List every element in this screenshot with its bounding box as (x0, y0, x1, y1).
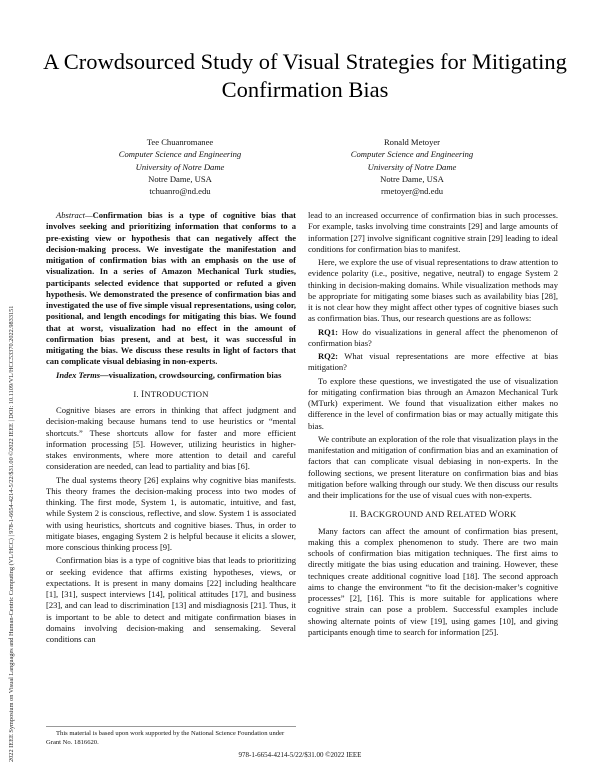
author-email: rmetoyer@nd.edu (380, 186, 444, 197)
research-question-1: RQ1: How do visualizations in general affect the phenomenon of confirmation bias? (308, 326, 559, 348)
author-location: Notre Dame, USA (380, 173, 444, 184)
author-department: Computer Science and Engineering (350, 149, 474, 160)
paragraph: The dual systems theory [26] explains why cognitive bias manifests. This theory frames the decision-making process into two modes of thinking. The first mode, System 1, is automatic, intuitive, and fast, while System 2 is conscious, reflective, and slow. System 1 is associated with using heuristics, shortcuts and cognitive biases. Thus, in order to mitigate biases, engaging System 2 is helpful because it elicits a slower, more conscious thinking process [9]. (46, 474, 296, 552)
abstract-label: Abstract— (56, 210, 93, 220)
funding-footnote: This material is based upon work supported by the National Science Foundation under Grant No. 1816620. (46, 726, 296, 747)
index-terms-label: Index Terms— (56, 369, 109, 380)
section-heading-background: II. BACKGROUND AND RELATED WORK (349, 509, 517, 520)
index-terms (46, 370, 296, 381)
abstract-text: Confirmation bias is a type of cognitive bias that involves seeking and prioritizing information that conforms to a pre-existing view or hypothesis that can negatively affect the decision-making process. We investigate the manifestation and mitigation of confirmation bias with an emphasis on the use of visualization. In a series of Amazon Mechanical Turk studies, participants selected evidence that supported or refuted a given hypothesis. We demonstrated the presence of confirmation bias and investigated the use of five simple visual representations, using color, positional, and length encodings for mitigating this bias. We found that at worst, visualization had no effect in the amount of confirmation bias present, and at best, it was successful in mitigating the bias. We discuss these results in light of factors that can complicate visual debiasing in non-experts. (46, 210, 296, 367)
author-university: University of Notre Dame (135, 161, 225, 172)
index-terms-text: visualization, crowdsourcing, confirmation bias (108, 369, 282, 380)
author-email: tchuanro@nd.edu (149, 186, 211, 197)
author-block-1 (80, 136, 280, 197)
paragraph: We contribute an exploration of the role that visualization plays in the manifestation and mitigation of confirmation bias and an examination of factors that can complicate visual debiasing in non-experts. In the following sections, we present literature on confirmation bias and bias mitigation before walking through our study. We then discuss our results and their implications for the use of visual cues with non-experts. (308, 433, 558, 500)
right-column (308, 210, 558, 640)
author-block-2 (312, 136, 512, 197)
side-margin (0, 0, 16, 776)
author-university: University of Notre Dame (367, 161, 457, 172)
paragraph: Here, we explore the use of visual representations to draw attention to evidence polarity (i.e., positive, negative, neutral) to engage System 2 thinking in decision-making domains. While visualization methods may be appropriate for mitigating some biases such as availability bias [28], it is not clear how they might affect other types of cognitive biases such as confirmation bias. Thus, our research questions are as follows: (308, 257, 558, 324)
paragraph: To explore these questions, we investigated the use of visualization for mitigating confirmation bias through an Amazon Mechanical Turk (MTurk) experiment. We found that visualization either makes no difference in the level of confirmation bias or may actually mitigate this bias. (308, 375, 558, 431)
research-question-2: RQ2: What visual representations are more effective at bias mitigation? (308, 351, 558, 373)
paper-title: A Crowdsourced Study of Visual Strategies for Mitigating Confirmation Bias (43, 49, 567, 102)
left-column (46, 210, 296, 647)
paragraph: Cognitive biases are errors in thinking that affect judgment and decision-making because humans tend to use heuristics or “mental shortcuts.” These shortcuts allow for faster and more efficient information processing [5]. However, utilizing heuristics in higher-stakes environments, where more attention to detail and careful consideration are needed, can lead to partiality and bias [6]. (46, 405, 296, 472)
section-heading-introduction: I. INTRODUCTION (133, 388, 209, 399)
author-name: Tee Chuanromanee (146, 137, 214, 147)
author-department: Computer Science and Engineering (118, 149, 242, 160)
copyright-side-note: 2022 IEEE Symposium on Visual Languages and Human-Centric Computing (VL/HCC) | 978-1-6654-4214-5/22/$31.00 ©2022 IEEE | DOI: 10.1109/VL/HCC53370.2022.9833151 (8, 305, 15, 762)
author-location: Notre Dame, USA (148, 173, 212, 184)
paragraph: lead to an increased occurrence of confirmation bias in such processes. For example, tasks involving time constraints [29] and large amounts of information [27] involve significant cognitive strain [29] leading to ideal conditions for confirmation bias to manifest. (308, 210, 558, 254)
paragraph: Confirmation bias is a type of cognitive bias that leads to prioritizing or seeking evidence that affirms existing hypotheses, views, or expectations. It is present in many domains [22] including healthcare [1], [31], suspect interviews [14], political attitudes [17], and business [23], and can lead to discrimination [13] and misdiagnosis [21]. Thus, it is important to be able to detect and mitigate confirmation biases in domains involving decision-making and sensemaking. Several conditions can (46, 555, 296, 644)
abstract (46, 210, 296, 368)
paragraph: Many factors can affect the amount of confirmation bias present, making this a complex phenomenon to study. There are two main schools of confirmation bias mitigation techniques. The first aims to directly mitigate the bias using education and training. However, these techniques create additional cognitive load [18]. The second approach aims to change the environment “to fit the decision-maker’s cognitive processes” [2], [16]. This is more suitable for applications where cognitive strain can pose a problem. Successful examples include showing alternate points of view [19], using games [10], and giving participants enough time to search for information [25]. (308, 525, 558, 637)
author-name: Ronald Metoyer (383, 137, 441, 147)
page-footer: 978-1-6654-4214-5/22/$31.00 ©2022 IEEE (238, 751, 362, 759)
